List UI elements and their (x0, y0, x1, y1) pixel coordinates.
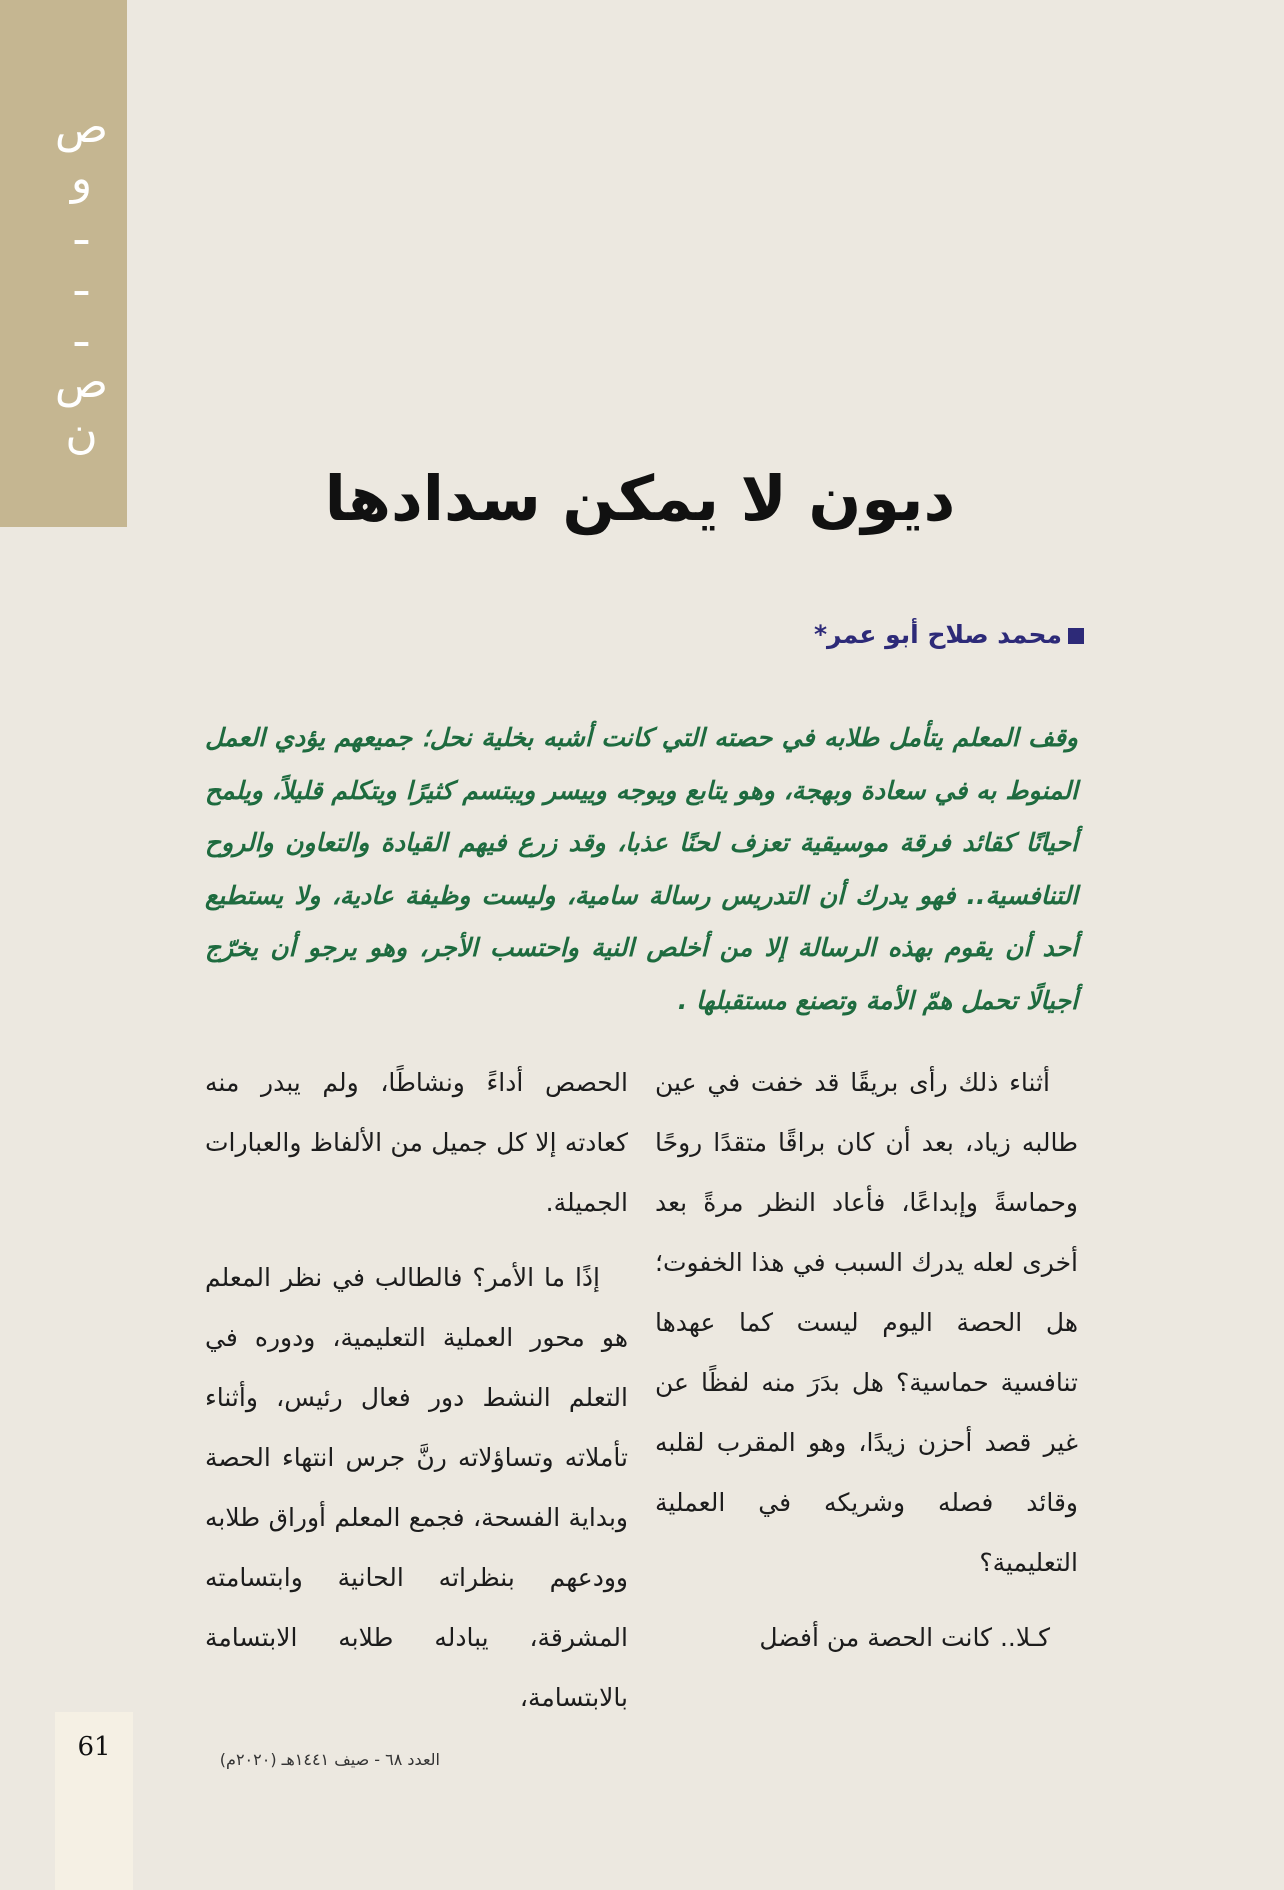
article-title: ديون لا يمكن سدادها (324, 462, 956, 535)
bullet-square-icon (1068, 628, 1084, 644)
section-label: نصـــوص (56, 101, 107, 459)
body-paragraph: الحصص أداءً ونشاطًا، ولم يبدر منه كعادته إلا كل جميل من الألفاظ والعبارات الجميلة. (205, 1068, 628, 1217)
author-name: محمد صلاح أبو عمر* (813, 620, 1062, 649)
body-paragraph: أثناء ذلك رأى بريقًا قد خفت في عين طالبه زياد، بعد أن كان براقًا متقدًا روحًا وحماسةً وإبداعًا، فأعاد النظر مرةً بعد أخرى لعله يدرك السبب في هذا الخفوت؛ هل الحصة اليوم ليست كما عهدها تنافسية حماسية؟ هل بدَرَ منه لفظًا عن غير قصد أحزن زيدًا، وهو المقرب لقلبه وقائد فصله وشريكه في العملية التعليمية؟ (655, 1068, 1078, 1577)
page-number: 61 (77, 1732, 111, 1762)
author-line (384, 620, 1084, 649)
intro-paragraph: وقف المعلم يتأمل طلابه في حصته التي كانت أشبه بخلية نحل؛ جميعهم يؤدي العمل المنوط به في سعادة وبهجة، وهو يتابع ويوجه وييسر ويبتسم كثيرًا ويتكلم قليلاً، ويلمح أحيانًا كقائد فرقة موسيقية تعزف لحنًا عذبا، وقد زرع فيهم القيادة والتعاون والروح التنافسية.. فهو يدرك أن التدريس رسالة سامية، وليست وظيفة عادية، ولا يستطيع أحد أن يقوم بهذه الرسالة إلا من أخلص النية واحتسب الأجر، وهو يرجو أن يخرّج أجيالًا تحمل همّ الأمة وتصنع مستقبلها . (205, 723, 1079, 1015)
issue-info: العدد ٦٨ - صيف ١٤٤١هـ (٢٠٢٠م) (219, 1750, 440, 1769)
body-paragraph: كـلا.. كانت الحصة من أفضل (759, 1623, 1050, 1652)
column-left (205, 1053, 628, 1743)
body-paragraph: إذًا ما الأمر؟ فالطالب في نظر المعلم هو محور العملية التعليمية، ودوره في التعلم النشط دور فعال رئيس، وأثناء تأملاته وتساؤلاته رنَّ جرس انتهاء الحصة وبداية الفسحة، فجمع المعلم أوراق طلابه وودعهم بنظراته الحانية وابتسامته المشرقة، يبادله طلابه الابتسامة بالابتسامة، (205, 1263, 628, 1712)
column-right (655, 1053, 1078, 1683)
